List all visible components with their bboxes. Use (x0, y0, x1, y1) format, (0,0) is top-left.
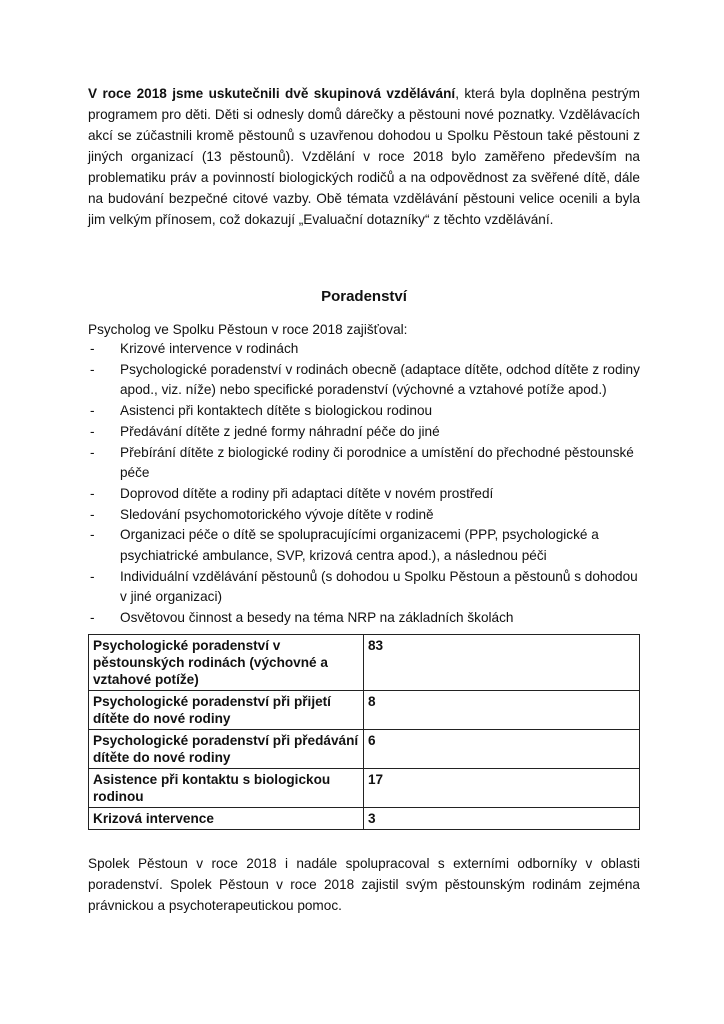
list-item-text: Osvětovou činnost a besedy na téma NRP na základních školách (120, 610, 514, 626)
list-item (88, 505, 640, 526)
list-bullet: - (90, 527, 95, 543)
list-item-text: Přebírání dítěte z biologické rodiny či porodnice a umístění do přechodné pěstounské péče (120, 444, 634, 481)
list-item-text: Sledování psychomotorického vývoje dítěte v rodině (120, 506, 434, 522)
list-item-text: Asistenci při kontaktech dítěte s biologickou rodinou (120, 403, 433, 419)
table-row (89, 730, 640, 769)
list-item (88, 443, 640, 484)
table-row (89, 769, 640, 808)
services-list (88, 339, 640, 629)
closing-paragraph: Spolek Pěstoun v roce 2018 i nadále spolupracoval s externími odborníky v oblasti poradenství. Spolek Pěstoun v roce 2018 zajistil svým pěstounským rodinám zejména právnickou a psychoterapeutickou pomoc. (88, 856, 640, 913)
list-item (88, 339, 640, 360)
table-cell-value: 8 (364, 691, 640, 730)
table-cell-label: Psychologické poradenství při přijetí dítěte do nové rodiny (89, 691, 364, 730)
list-bullet: - (90, 610, 95, 626)
list-item (88, 567, 640, 608)
list-bullet: - (90, 423, 95, 439)
list-item (88, 608, 640, 629)
intro-bold-lead: V roce 2018 jsme uskutečnili dvě skupinová vzdělávání (88, 86, 456, 101)
list-bullet: - (90, 485, 95, 501)
table-cell-label: Psychologické poradenství při předávání dítěte do nové rodiny (89, 730, 364, 769)
table-row (89, 808, 640, 830)
section-lead: Psycholog ve Spolku Pěstoun v roce 2018 zajišťoval: (88, 322, 408, 337)
list-bullet: - (90, 444, 95, 460)
list-item-text: Krizové intervence v rodinách (120, 341, 299, 356)
table-cell-value: 83 (364, 635, 640, 691)
intro-paragraph (88, 83, 640, 230)
table-row (89, 635, 640, 691)
list-bullet: - (90, 341, 95, 356)
table-cell-value: 17 (364, 769, 640, 808)
table-cell-label: Psychologické poradenství v pěstounských rodinách (výchovné a vztahové potíže) (89, 635, 364, 691)
list-bullet: - (90, 568, 95, 584)
section-heading: Poradenství (321, 288, 407, 305)
list-item (88, 484, 640, 505)
list-item (88, 525, 640, 566)
list-item-text: Individuální vzdělávání pěstounů (s dohodou u Spolku Pěstoun a pěstounů s dohodou v jiné organizaci) (120, 568, 638, 605)
list-item-text: Organizaci péče o dítě se spolupracujícími organizacemi (PPP, psychologické a psychiatrické ambulance, SVP, krizová centra apod.), a následnou péči (120, 527, 599, 564)
list-bullet: - (90, 361, 95, 377)
table-cell-value: 3 (364, 808, 640, 830)
list-item (88, 360, 640, 401)
table-cell-value: 6 (364, 730, 640, 769)
list-item (88, 401, 640, 422)
intro-text: , která byla doplněna pestrým programem pro děti. Děti si odnesly domů dárečky a pěstouni nové poznatky. Vzdělávacích akcí se zúčastnili kromě pěstounů s uzavřenou dohodou u Spolku Pěstoun také pěstouni z jiných organizací (13 pěstounů). Vzdělání v roce 2018 bylo zaměřeno především na problematiku práv a povinností biologických rodičů a na odpovědnost za svěřené dítě, dále na budování bezpečné citové vazby. Obě témata vzdělávání pěstouni velice ocenili a byla jim velkým přínosem, což dokazují „Evaluační dotazníky“ z těchto vzdělávání. (88, 86, 640, 227)
list-item-text: Předávání dítěte z jedné formy náhradní péče do jiné (120, 423, 440, 439)
list-bullet: - (90, 403, 95, 419)
list-bullet: - (90, 506, 95, 522)
table-row (89, 691, 640, 730)
counseling-stats-table (88, 634, 640, 830)
table-cell-label: Krizová intervence (89, 808, 364, 830)
list-item (88, 422, 640, 443)
list-item-text: Psychologické poradenství v rodinách obecně (adaptace dítěte, odchod dítěte z rodiny apod., viz. níže) nebo specifické poradenství (výchovné a vztahové potíže apod.) (120, 361, 640, 398)
table-cell-label: Asistence při kontaktu s biologickou rodinou (89, 769, 364, 808)
list-item-text: Doprovod dítěte a rodiny při adaptaci dítěte v novém prostředí (120, 485, 494, 501)
